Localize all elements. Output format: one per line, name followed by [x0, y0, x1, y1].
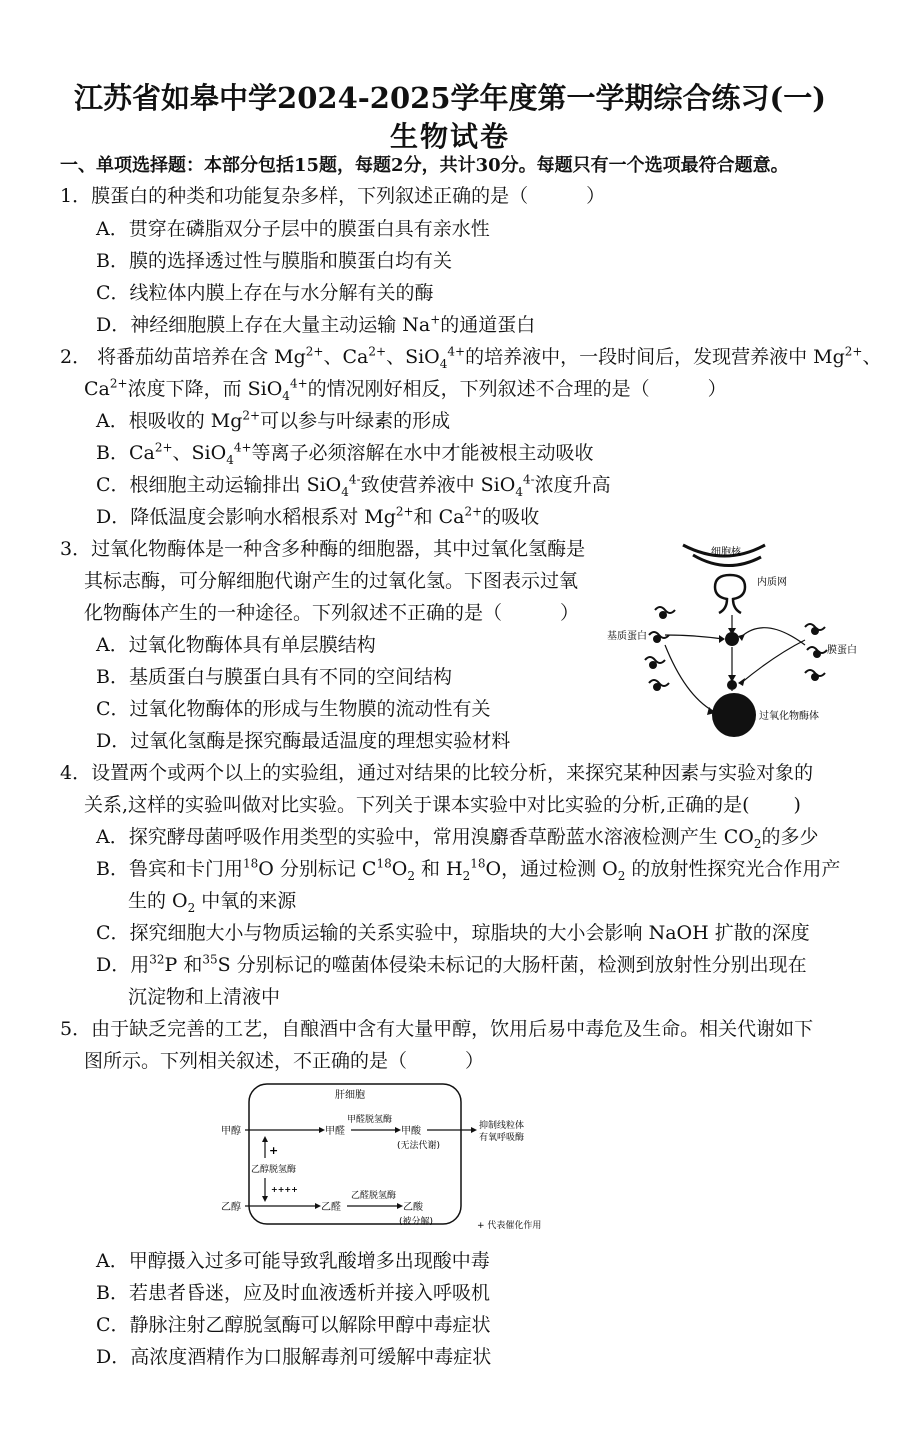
q2-stem-line1: 2． 将番茄幼苗培养在含 $Mg^{2+}$、$Ca^{2+}$、SiO$_4^{4+}$的培养液中，一段时间后，发现营养液中 $Mg^{2+}$、	[60, 344, 882, 371]
q5-option-c: C．静脉注射乙醇脱氢酶可以解除甲醇中毒症状	[96, 1314, 491, 1336]
label-acetic-note: (被分解)	[399, 1217, 434, 1227]
label-acetic-acid: 乙酸	[403, 1202, 423, 1213]
label-peroxisome: 过氧化物酶体	[759, 711, 819, 722]
q5-option-b: B．若患者昏迷，应及时血液透析并接入呼吸机	[96, 1282, 490, 1304]
q4-option-c: C．探究细胞大小与物质运输的关系实验中，琼脂块的大小会影响 NaOH 扩散的深度	[96, 922, 810, 944]
q3-option-d: D．过氧化氢酶是探究酶最适温度的理想实验材料	[96, 730, 511, 752]
label-matrix-protein: 基质蛋白	[607, 631, 647, 642]
label-formic-acid: 甲酸	[401, 1126, 421, 1137]
label-formic-note: (无法代谢)	[397, 1141, 441, 1151]
label-er: 内质网	[757, 577, 787, 588]
q4-option-b-line2: 生的 $O_2$ 中氧的来源	[128, 890, 297, 915]
q2-option-c: C．根细胞主动运输排出 SiO$_4^{4-}$致使营养液中 SiO$_4^{4-}$浓度升高	[96, 472, 611, 499]
label-formaldehyde: 甲醛	[325, 1126, 345, 1137]
label-nucleus: 细胞核	[711, 547, 741, 558]
q1-stem: 1．膜蛋白的种类和功能复杂多样，下列叙述正确的是（ ）	[60, 185, 606, 207]
q2-option-a: A．根吸收的 $Mg^{2+}$可以参与叶绿素的形成	[96, 408, 451, 432]
q5-option-a: A．甲醇摄入过多可能导致乳酸增多出现酸中毒	[96, 1250, 490, 1272]
q4-stem-line2: 关系,这样的实验叫做对比实验。下列关于课本实验中对比实验的分析,正确的是( )	[84, 794, 801, 816]
er-membrane	[715, 575, 745, 613]
q3-option-c: C．过氧化物酶体的形成与生物膜的流动性有关	[96, 698, 491, 720]
q5-stem-line1: 5．由于缺乏完善的工艺，自酿酒中含有大量甲醇，饮用后易中毒危及生命。相关代谢如下	[60, 1018, 814, 1040]
methanol-metabolism-diagram	[215, 1078, 560, 1236]
label-inhibit-2: 有氧呼吸酶	[479, 1133, 525, 1143]
q1-option-b: B．膜的选择透过性与膜脂和膜蛋白均有关	[96, 250, 452, 272]
q3-option-a: A．过氧化物酶体具有单层膜结构	[96, 634, 376, 656]
q4-option-a: A．探究酵母菌呼吸作用类型的实验中，常用溴麝香草酚蓝水溶液检测产生 $CO_2$的多少	[96, 826, 819, 851]
q5-option-d: D．高浓度酒精作为口服解毒剂可缓解中毒症状	[96, 1346, 492, 1368]
label-plus-four: ++++	[271, 1185, 298, 1194]
q4-option-d: D．用$^{32}$P 和$^{35}$S 分别标记的噬菌体侵染未标记的大肠杆菌，检测到放射性分别出现在	[96, 952, 807, 976]
q4-option-d-line2: 沉淀物和上清液中	[128, 986, 281, 1008]
label-methanol: 甲醇	[221, 1126, 241, 1137]
subject-title: 生物试卷	[389, 120, 510, 153]
q1-option-c: C．线粒体内膜上存在与水分解有关的酶	[96, 282, 434, 304]
q3-option-b: B．基质蛋白与膜蛋白具有不同的空间结构	[96, 666, 452, 688]
label-formaldehyde-dh: 甲醛脱氢酶	[347, 1115, 393, 1125]
peroxisome-body	[712, 693, 756, 737]
q5-stem-line2: 图所示。下列相关叙述，不正确的是（ ）	[84, 1050, 485, 1072]
q4-stem-line1: 4．设置两个或两个以上的实验组，通过对结果的比较分析，来探究某种因素与实验对象的	[60, 762, 814, 784]
q2-option-d: D．降低温度会影响水稻根系对 $Mg^{2+}$和 $Ca^{2+}$的吸收	[96, 504, 540, 528]
label-ethanol: 乙醇	[221, 1202, 241, 1213]
label-plus-one: +	[269, 1144, 279, 1157]
q1-option-d: D．神经细胞膜上存在大量主动运输 Na+的通道蛋白	[96, 312, 536, 336]
q3-stem-line1: 3．过氧化物酶体是一种含多种酶的细胞器，其中过氧化氢酶是	[60, 538, 586, 560]
label-alcohol-dh: 乙醇脱氢酶	[251, 1165, 297, 1175]
liver-cell-outline	[249, 1084, 461, 1224]
q2-option-b: B．$Ca^{2+}$、SiO$_4^{4+}$等离子必须溶解在水中才能被根主动吸收	[96, 440, 594, 467]
q3-stem-line2: 其标志酶，可分解细胞代谢产生的过氧化氢。下图表示过氧	[84, 570, 579, 592]
label-membrane-protein: 膜蛋白	[827, 645, 857, 656]
peroxisome-diagram	[605, 535, 885, 745]
label-acetaldehyde-dh: 乙醛脱氢酶	[351, 1191, 397, 1201]
label-acetaldehyde: 乙醛	[321, 1202, 341, 1213]
section-heading: 一、单项选择题：本部分包括15题，每题2分，共计30分。每题只有一个选项最符合题意。	[60, 155, 789, 176]
q1-option-a: A．贯穿在磷脂双分子层中的膜蛋白具有亲水性	[96, 218, 490, 240]
label-legend: + 代表催化作用	[477, 1221, 542, 1231]
exam-title: 江苏省如皋中学2024-2025学年度第一学期综合练习(一)	[74, 81, 826, 115]
q3-stem-line3: 化物酶体产生的一种途径。下列叙述不正确的是（ ）	[84, 602, 580, 624]
label-inhibit-1: 抑制线粒体	[479, 1121, 525, 1131]
q4-option-b: B．鲁宾和卡门用$^{18}$O 分别标记 $C^{18}O_2$ 和 $H_2^{18}O$，通过检测 $O_2$ 的放射性探究光合作用产	[96, 856, 841, 883]
label-liver-cell: 肝细胞	[335, 1090, 365, 1101]
q2-stem-line2: $Ca^{2+}$浓度下降，而 SiO$_4^{4+}$的情况刚好相反，下列叙述不合理的是（ ）	[84, 376, 727, 403]
